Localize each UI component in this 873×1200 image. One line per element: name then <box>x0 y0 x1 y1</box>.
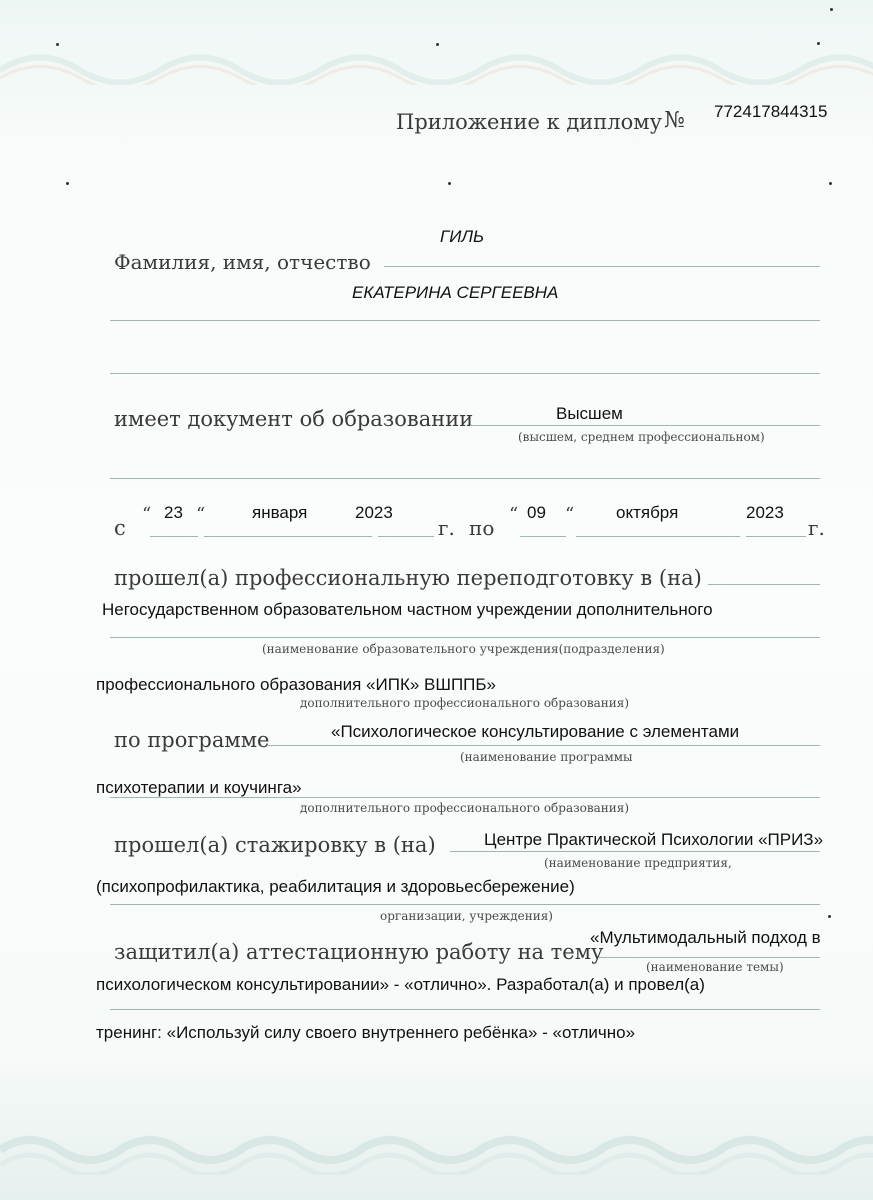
program-underline <box>268 745 820 746</box>
to-day-underline <box>520 536 566 537</box>
retraining-label: прошел(а) профессиональную переподготовку в (на) <box>114 566 702 590</box>
education-value: Высшем <box>556 404 623 423</box>
number-sign: № <box>664 108 685 133</box>
internship-caption1: (наименование предприятия, <box>544 856 732 870</box>
internship-value: Центре Практической Психологии «ПРИЗ» <box>484 830 824 849</box>
internship-underline <box>450 851 820 852</box>
thesis-label: защитил(а) аттестационную работу на тему <box>114 940 604 964</box>
from-month-underline <box>204 536 372 537</box>
program-label: по программе <box>114 728 270 752</box>
education-underline <box>470 425 820 426</box>
thesis-line2-underline <box>110 1009 820 1010</box>
fio-label: Фамилия, имя, отчество <box>114 250 371 274</box>
quote-close: “ <box>565 504 575 525</box>
internship-label: прошел(а) стажировку в (на) <box>114 833 436 857</box>
to-month-underline <box>576 536 740 537</box>
thesis-caption: (наименование темы) <box>646 960 784 974</box>
registration-mark <box>817 42 820 45</box>
thesis-underline <box>598 957 820 958</box>
supplement-title: Приложение к диплому <box>396 110 662 134</box>
program-line2: психотерапии и коучинга» <box>96 778 302 797</box>
registration-mark <box>436 43 439 46</box>
registration-mark <box>828 915 831 918</box>
from-prefix: с <box>114 516 126 540</box>
quote-open: “ <box>142 504 152 525</box>
to-year-suffix: г. <box>808 516 825 540</box>
program-line2-underline <box>110 797 820 798</box>
retraining-caption1: (наименование образовательного учреждения(подразделения) <box>262 642 665 656</box>
retraining-underline <box>708 584 820 585</box>
retraining-org-line2: профессионального образования «ИПК» ВШППБ» <box>96 675 496 694</box>
quote-close: “ <box>196 504 206 525</box>
education-label: имеет документ об образовании <box>114 407 474 431</box>
program-caption1: (наименование программы <box>460 750 633 764</box>
name-value: ЕКАТЕРИНА СЕРГЕЕВНА <box>352 283 559 302</box>
retraining-caption2: дополнительного профессионального образования) <box>300 696 630 710</box>
quote-open: “ <box>509 504 519 525</box>
registration-mark <box>448 182 451 185</box>
surname-value: ГИЛЬ <box>440 227 485 246</box>
diploma-number: 772417844315 <box>714 102 828 121</box>
program-line1: «Психологическое консультирование с элементами <box>331 722 740 741</box>
watermark-pattern-bottom <box>0 1130 873 1175</box>
education-blank-underline <box>110 478 820 479</box>
internship-line2-underline <box>110 904 820 905</box>
registration-mark <box>829 182 832 185</box>
registration-mark <box>830 8 833 11</box>
education-caption: (высшем, среднем профессиональном) <box>518 430 765 444</box>
from-month: января <box>252 503 308 522</box>
to-day: 09 <box>527 503 546 522</box>
blank-underline <box>110 373 820 374</box>
thesis-line1: «Мультимодальный подход в <box>590 928 821 947</box>
thesis-line3: тренинг: «Используй силу своего внутреннего ребёнка» - «отлично» <box>96 1023 636 1042</box>
internship-line2: (психопрофилактика, реабилитация и здоровьесбережение) <box>96 877 575 896</box>
from-year: 2023 <box>355 503 393 522</box>
fio-underline <box>384 266 820 267</box>
name-underline <box>110 320 820 321</box>
internship-caption2: организации, учреждения) <box>380 909 553 923</box>
to-year-underline <box>746 536 806 537</box>
watermark-pattern-top <box>0 40 873 85</box>
from-day-underline <box>150 536 198 537</box>
from-year-suffix: г. <box>438 516 455 540</box>
to-prefix: по <box>469 516 495 540</box>
registration-mark <box>66 182 69 185</box>
thesis-line2: психологическом консультировании» - «отлично». Разработал(а) и провел(а) <box>96 975 705 994</box>
retraining-org-line1: Негосударственном образовательном частном учреждении дополнительного <box>102 600 713 619</box>
from-day: 23 <box>164 503 183 522</box>
program-caption2: дополнительного профессионального образования) <box>300 801 630 815</box>
retraining-org-underline <box>110 637 820 638</box>
from-year-underline <box>378 536 434 537</box>
registration-mark <box>56 43 59 46</box>
to-year: 2023 <box>746 503 784 522</box>
to-month: октября <box>616 503 679 522</box>
